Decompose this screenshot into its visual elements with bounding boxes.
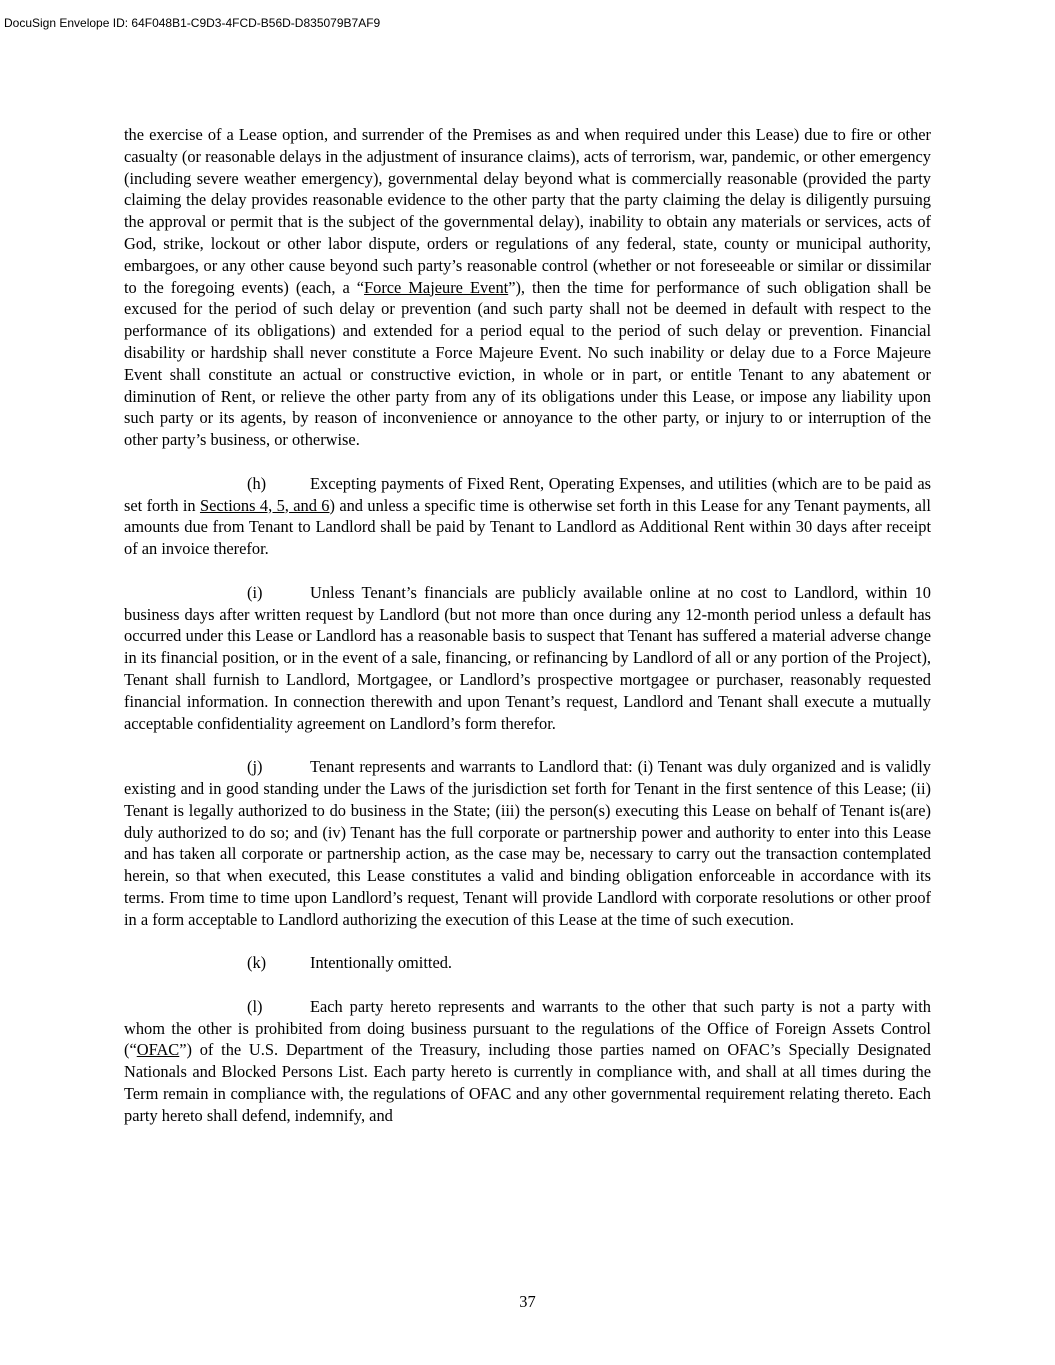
paragraph-i-marker: (i) bbox=[247, 582, 263, 602]
defined-term-force-majeure: Force Majeure Event bbox=[364, 277, 509, 297]
page-number: 37 bbox=[519, 1292, 536, 1311]
sections-reference: Sections 4, 5, and 6 bbox=[199, 495, 330, 515]
paragraph-k-text: Intentionally omitted. bbox=[310, 953, 453, 973]
paragraph-l-marker: (l) bbox=[247, 996, 263, 1016]
paragraph-l bbox=[124, 996, 931, 1127]
paragraph-g-text-1: the exercise of a Lease option, and surrender of the Premises as and when required under this Lease) due to fire or other casualty (or reasonable delays in the adjustment of insurance claims), acts of terrorism, war, pandemic, or other emergency (including severe weather emergency), governmental delay beyond what is commercially reasonable (provided the party claiming the delay provides reasonable evidence to the other party that the party claiming the delay is diligently pursuing the approval or permit that is the subject of the governmental delay), inability to obtain any materials or services, acts of God, strike, lockout or other labor dispute, orders or regulations of any federal, state, county or municipal authority, embargoes, or any other cause beyond such party’s reasonable control (whether or not foreseeable or similar or dissimilar to the foregoing events) (each, a “ bbox=[124, 125, 931, 297]
paragraph-l-text-2: ”) of the U.S. Department of the Treasury, including those parties named on OFAC’s Specially Designated Nationals and Blocked Persons List. Each party hereto is currently in compliance with, and shall at all times during the Term remain in compliance with, the regulations of OFAC and any other governmental requirement relating thereto. Each party hereto shall defend, indemnify, and bbox=[124, 1040, 931, 1125]
paragraph-l-text-1: Each party hereto represents and warrants to the other that such party is not a party with whom the other is prohibited from doing business pursuant to the regulations of the Office of Foreign Assets Control (“ bbox=[124, 996, 931, 1060]
paragraph-h-text-1: Excepting payments of Fixed Rent, Operating Expenses, and utilities (which are to be paid as set forth in bbox=[124, 473, 931, 515]
defined-term-ofac: OFAC bbox=[136, 1040, 180, 1060]
paragraph-h bbox=[124, 473, 931, 560]
paragraph-g-text-2: ”), then the time for performance of such obligation shall be excused for the period of such delay or prevention (and such party shall not be deemed in default with respect to the performance of its obligations) and extended for a period equal to the period of such delay or prevention. Financial disability or hardship shall never constitute a Force Majeure Event. No such inability or delay due to a Force Majeure Event shall constitute an actual or constructive eviction, in whole or in part, or entitle Tenant to any abatement or diminution of Rent, or relieve the other party from any of its obligations under this Lease, or impose any liability upon such party or its agents, by reason of inconvenience or annoyance to the other party, or injury to or interruption of the other party’s business, or otherwise. bbox=[124, 277, 932, 450]
paragraph-k bbox=[124, 952, 931, 974]
docusign-envelope-id: DocuSign Envelope ID: 64F048B1-C9D3-4FCD-B56D-D835079B7AF9 bbox=[4, 16, 381, 30]
paragraph-i bbox=[124, 582, 931, 735]
paragraph-h-text-2: ) and unless a specific time is otherwise set forth in this Lease for any Tenant payments, all amounts due from Tenant to Landlord shall be paid by Tenant to Landlord as Additional Rent within 30 days after receipt of an invoice therefor. bbox=[124, 495, 931, 559]
paragraph-j bbox=[124, 756, 931, 930]
document-body bbox=[124, 124, 931, 1148]
paragraph-h-marker: (h) bbox=[247, 473, 267, 493]
paragraph-i-text: Unless Tenant’s financials are publicly available online at no cost to Landlord, within 10 business days after written request by Landlord (but not more than once during any 12-month period unless a default has occurred under this Lease or Landlord has a reasonable basis to suspect that Tenant has suffered a material adverse change in its financial position, or in the event of a sale, financing, or refinancing by Landlord of all or any portion of the Project), Tenant shall furnish to Landlord, Mortgagee, or Landlord’s prospective mortgagee or purchaser, reasonably requested financial information. In connection therewith and upon Tenant’s request, Landlord and Tenant shall execute a mutually acceptable confidentiality agreement on Landlord’s form therefor. bbox=[124, 582, 931, 733]
paragraph-g-continuation bbox=[124, 124, 931, 451]
paragraph-j-marker: (j) bbox=[247, 757, 263, 777]
paragraph-j-text: Tenant represents and warrants to Landlord that: (i) Tenant was duly organized and is validly existing and in good standing under the Laws of the jurisdiction set forth for Tenant in the first sentence of this Lease; (ii) Tenant is legally authorized to do business in the State; (iii) the person(s) executing this Lease on behalf of Tenant is(are) duly authorized to do so; and (iv) Tenant has the full corporate or partnership power and authority to enter into this Lease and has taken all corporate or partnership action, as the case may be, necessary to carry out the transaction contemplated herein, so that when executed, this Lease constitutes a valid and binding obligation enforceable in accordance with its terms. From time to time upon Landlord’s request, Tenant will provide Landlord with corporate resolutions or other proof in a form acceptable to Landlord authorizing the execution of this Lease at the time of such execution. bbox=[124, 757, 931, 929]
paragraph-k-marker: (k) bbox=[247, 953, 267, 973]
